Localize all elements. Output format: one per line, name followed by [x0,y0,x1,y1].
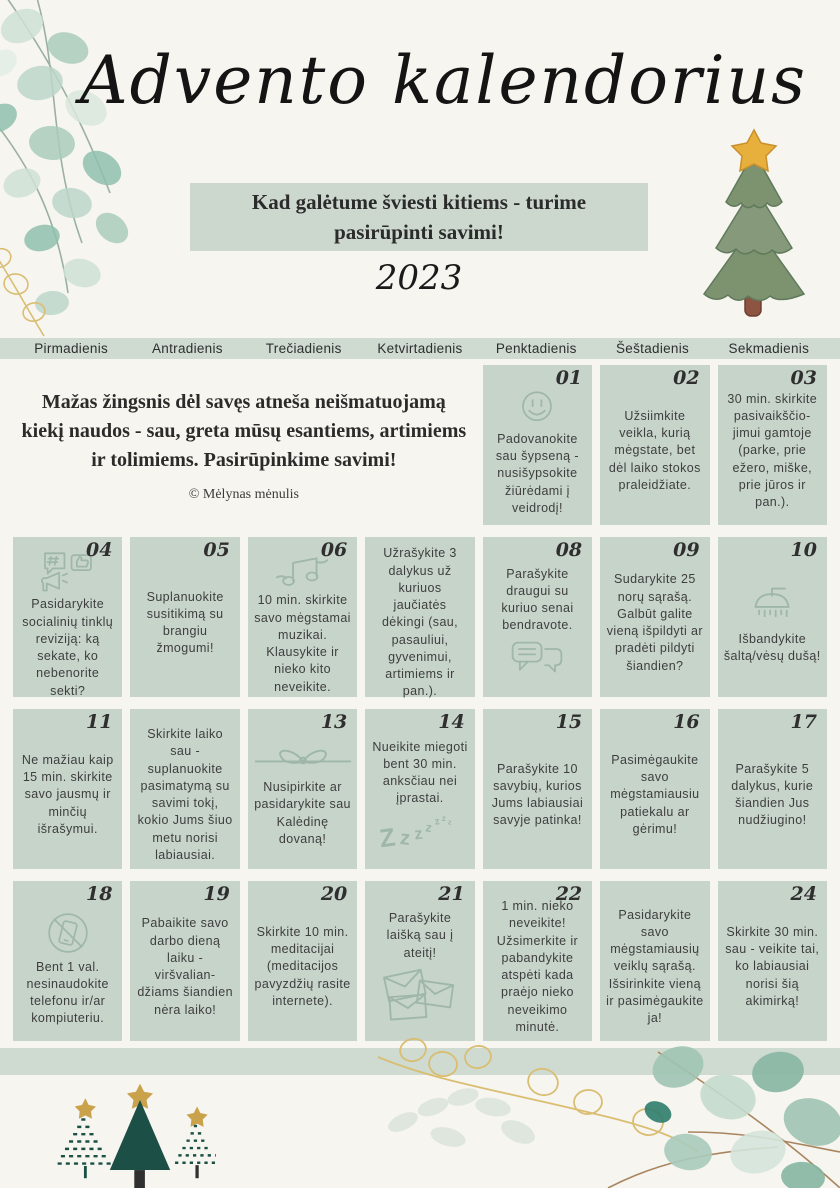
cell-text: Užsiimkite veikla, kurią mėgstate, bet dėl laiko stokos praleidžiate. [608,408,701,492]
cell-number: 17 [790,711,817,733]
calendar-cell-18 [13,881,122,1041]
cell-number: 13 [320,711,348,733]
cell-text: Suplanuokite susitikimą su brangiu žmogumi! [146,589,224,656]
calendar-cell-3 [718,365,827,525]
calendar-cell-17 [718,709,827,869]
cell-number: 20 [320,883,348,905]
christmas-trees-illustration [15,1082,265,1188]
cell-text: Skirkite laiko sau - suplanuokite pasimatymą su savimi tokį, kokio Jums šiuo metu norisi labiausiai. [137,727,233,862]
cell-text: Skirkite 10 min. meditacijai (meditacijos pavyzdžių rasite internete). [254,924,351,1008]
intro-text: Mažas žingsnis dėl savęs atneša neišmatuojamą kiekį naudos - sau, greta mūsų esantiems, artimiems ir tolimiems. Pasirūpinkime savimi! [21,390,467,471]
cell-text: Parašykite 5 dalykus, kurie šiandien Jus nudžiugino! [731,761,814,828]
smiley-icon [514,387,560,429]
calendar-cell-5 [130,537,239,697]
cell-text: Parašykite laišką sau į ateitį! [386,911,454,960]
cell-number: 04 [85,539,113,561]
calendar-cell-9 [600,537,709,697]
intro-block [13,365,475,525]
calendar-cell-6 [248,537,357,697]
calendar-cell-20 [248,881,357,1041]
calendar-cell-15 [483,709,592,869]
cell-number: 15 [555,711,583,733]
cell-text: Nusipirkite ar pasidarykite sau Kalėdinę dovaną! [254,780,351,846]
cell-number: 09 [673,539,700,561]
cell-number: 16 [673,711,700,733]
cell-text: Parašykite draugui su kuriuo senai bendravote. [501,566,574,633]
weekday-label: Antradienis [152,341,223,356]
cell-text: Pabaikite savo darbo dieną laiku - viršvalian- džiams šiandien nėra laiko! [137,916,233,1017]
year-label: 2023 [375,258,463,298]
cell-text: 10 min. skirkite savo mėgstamai muzikai. Klausykite ir nieko kito neveikite. [254,593,351,694]
no-phone-icon [42,909,94,957]
svg-text:Z: Z [377,822,398,850]
cell-number: 21 [438,883,465,905]
weekday-header-row [0,338,840,359]
cell-text: Užrašykite 3 dalykus už kuriuos jaučiatės dėkingi (sau, pasauliui, gyvenimui, artimiems ir pan.). [381,546,459,699]
cell-text: 1 min. nieko neveikite! Užsimerkite ir pabandykite atspėti kada praėjo nieko neveikimo minutė. [496,899,579,1034]
speech-bubbles-icon [509,637,565,679]
cell-number: 19 [203,883,230,905]
svg-text:z: z [424,818,433,835]
cell-text: Pasidarykite savo mėgstamiausių veiklų sąrašą. Išsirinkite vieną ir pasimėgaukite ja! [606,907,704,1026]
calendar-cell-4 [13,537,122,697]
calendar-cell-12 [130,709,239,869]
christmas-tree-illustration [678,126,830,318]
svg-text:z: z [447,816,453,827]
subtitle-banner [190,183,648,251]
zzz-icon [378,810,462,850]
cell-number: 10 [790,539,817,561]
cell-number: 01 [555,367,583,389]
cell-number: 22 [555,883,583,905]
cell-number: 08 [555,539,583,561]
cell-text: Ne mažiau kaip 15 min. skirkite savo jausmų ir minčių išrašymui. [21,752,114,836]
calendar-cell-10 [718,537,827,697]
gift-bow-icon [255,744,351,777]
svg-text:z: z [398,826,412,850]
cell-number: 03 [790,367,817,389]
calendar-cell-11 [13,709,122,869]
eucalyptus-leaves-illustration [358,1012,840,1188]
cell-text: Skirkite 30 min. sau - veikite tai, ko labiausiai norisi šią akimirką! [725,924,820,1008]
weekday-label: Ketvirtadienis [377,341,463,356]
subtitle-text: Kad galėtume šviesti kitiems - turime pasirūpinti savimi! [251,189,587,244]
calendar-grid [13,365,827,1041]
calendar-cell-8 [483,537,592,697]
cell-text: Išbandykite šaltą/vėsų dušą! [723,631,821,663]
svg-text:z: z [413,824,424,843]
cell-text: Nueikite miegoti bent 30 min. anksčiau nei įprastai. [372,739,468,806]
calendar-cell-2 [600,365,709,525]
cell-text: Pasimėgaukite savo mėgstamiausiu patiekalu ar gėrimu! [610,752,700,836]
cell-text: 30 min. skirkite pasivaikščio- jimui gamtoje (parke, prie ežero, miške, prie jūros ir pan.). [727,391,818,510]
cell-number: 18 [85,883,113,905]
calendar-cell-1 [483,365,592,525]
cell-number: 02 [673,367,700,389]
weekday-label: Šeštadienis [616,341,690,356]
cell-number: 11 [85,711,113,733]
calendar-cell-16 [600,709,709,869]
weekday-label: Penktadienis [495,341,577,356]
weekday-label: Pirmadienis [34,341,109,356]
cell-number: 05 [203,539,230,561]
svg-text:z: z [441,813,446,823]
cell-number: 24 [790,883,817,905]
cell-text: Padovanokite sau šypseną - nusišypsokite žiūrėdami į veidrodį! [495,431,579,515]
cell-number: 06 [320,539,348,561]
cell-text: Bent 1 val. nesinaudokite telefonu ir/ar kompiuteriu. [26,959,109,1026]
credit-text: © Mėlynas mėnulis [188,486,299,502]
shower-icon [746,583,798,629]
calendar-cell-19 [130,881,239,1041]
svg-text:z: z [433,815,441,828]
cell-text: Parašykite 10 savybių, kurios Jums labiausiai savyje patinka! [491,761,584,828]
cell-text: Pasidarykite socialinių tinklų reviziją: ką sekate, ko nebenorite sekti? [22,597,114,698]
cell-text: Sudarykite 25 norų sąrašą. Galbūt galite vieną išpildyti ar pradėti pildyti šiandien? [606,572,703,673]
calendar-cell-14 [365,709,474,869]
calendar-cell-13 [248,709,357,869]
weekday-label: Sekmadienis [728,341,810,356]
calendar-cell-7 [365,537,474,697]
weekday-label: Trečiadienis [265,341,342,356]
page-title: Advento kalendorius [80,42,808,119]
cell-number: 14 [438,711,465,733]
